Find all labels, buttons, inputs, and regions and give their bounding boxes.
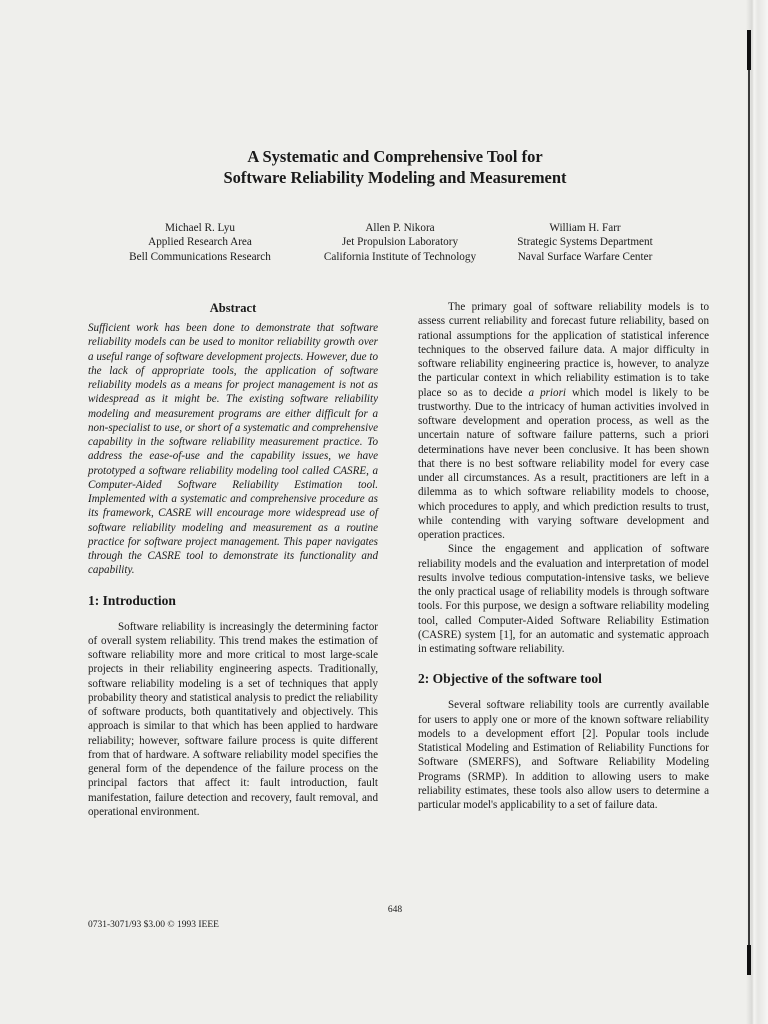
right-column [418, 300, 709, 812]
author-name: Michael R. Lyu [165, 222, 235, 234]
scan-edge-mark [747, 30, 751, 70]
copyright-notice: 0731-3071/93 $3.00 © 1993 IEEE [88, 920, 219, 930]
author-dept: Strategic Systems Department [517, 236, 653, 249]
author-org: California Institute of Technology [323, 250, 477, 263]
abstract-text: Sufficient work has been done to demonstrate that software reliability models can be used to monitor reliability growth over a useful range of software development projects. However, due to the lack of appropriate tools, the application of software reliability models as a means for project management is not as widespread as it might be. The existing software reliability modeling and measurement programs are either difficult for a non-specialist to use, or short of a systematic and comprehensive capability in the software reliability measurement practice. To address the ease-of-use and the capability issues, we have prototyped a software reliability modeling tool called CASRE, a Computer-Aided Software Reliability Estimation tool. Implemented with a systematic and comprehensive procedure as its framework, CASRE will encourage more widespread use of software reliability modeling and measurement as a routine practice for software project management. This paper navigates through the CASRE tool to demonstrate its functionality and capability. [88, 322, 378, 577]
paragraph-text: which model is likely to be trustworthy. Due to the intricacy of human activities involved in software development and operation process, as well as the uncertain nature of software failure patterns, such a priori determinations have never been conclusive. It has been shown that there is no best software reliability model for every case under all circumstances. As a result, practitioners are left in a dilemma as to which software reliability models to choose, which procedures to apply, and which prediction results to trust, while contending with varying software development and operation practices. [418, 386, 710, 541]
scan-edge-mark [747, 945, 751, 975]
author-dept: Jet Propulsion Laboratory [341, 236, 459, 249]
left-column [88, 300, 378, 819]
paragraph-emphasis: a priori [528, 386, 566, 399]
author-org: Naval Surface Warfare Center [517, 250, 653, 263]
section-1-paragraph: Software reliability is increasingly the determining factor of overall system reliability. This trend makes the estimation of software reliability more and more critical to most large-scale projects in their reliability engineering aspects. Traditionally, software reliability modeling is a set of techniques that apply probability theory and statistical analysis to predict the reliability of software products, both quantitatively and objectively. This approach is similar to that which has been applied to hardware reliability; however, software failure process is quite different from that of hardware. A software reliability model specifies the general form of the dependence of the failure process on the principal factors that affect it: fault introduction, fault manifestation, failure detection and recovery, fault removal, and operational environment. [88, 620, 378, 818]
author-name: William H. Farr [549, 222, 621, 234]
paper-title [0, 146, 768, 188]
section-2-heading: 2: Objective of the software tool [418, 671, 602, 687]
intro-paragraph-3: Since the engagement and application of software reliability models and the evaluation and interpretation of model results involve tedious computation-intensive tasks, we believe the only practical usage of reliability models is through software tools. For this purpose, we design a software reliability modeling tool, called Computer-Aided Software Reliability Estimation (CASRE) system [1], for an automatic and systematic approach in estimating software reliability. [418, 543, 709, 655]
author-org: Bell Communications Research [129, 250, 271, 263]
author-2 [310, 221, 490, 264]
author-dept: Applied Research Area [148, 236, 252, 249]
author-1 [120, 221, 280, 264]
author-3 [500, 221, 670, 264]
intro-paragraph-2 [418, 300, 709, 542]
section-2-paragraph: Several software reliability tools are currently available for users to apply one or more of the known software reliability models to a development effort [2]. Popular tools include Statistical Modeling and Estimation of Reliability Functions for Software (SMERFS), and Software Reliability Modeling Programs (SRMP). In addition to allowing users to make reliability estimates, these tools also allow users to determine a particular model's applicability to a set of failure data. [418, 699, 709, 811]
paragraph-text: The primary goal of software reliability models is to assess current reliability and forecast future reliability, based on rational assumptions for the application of statistical inference techniques to the observed failure data. A major difficulty in software reliability engineering practice is, however, to analyze the particular context in which reliability estimation is to take place so as to decide [418, 301, 709, 399]
title-line-1: A Systematic and Comprehensive Tool for [247, 147, 543, 166]
section-1-heading: 1: Introduction [88, 592, 176, 608]
page-number: 648 [387, 905, 403, 915]
abstract-heading: Abstract [209, 301, 257, 315]
author-name: Allen P. Nikora [365, 222, 435, 234]
title-line-2: Software Reliability Modeling and Measurement [223, 168, 567, 187]
author-block [0, 221, 768, 271]
